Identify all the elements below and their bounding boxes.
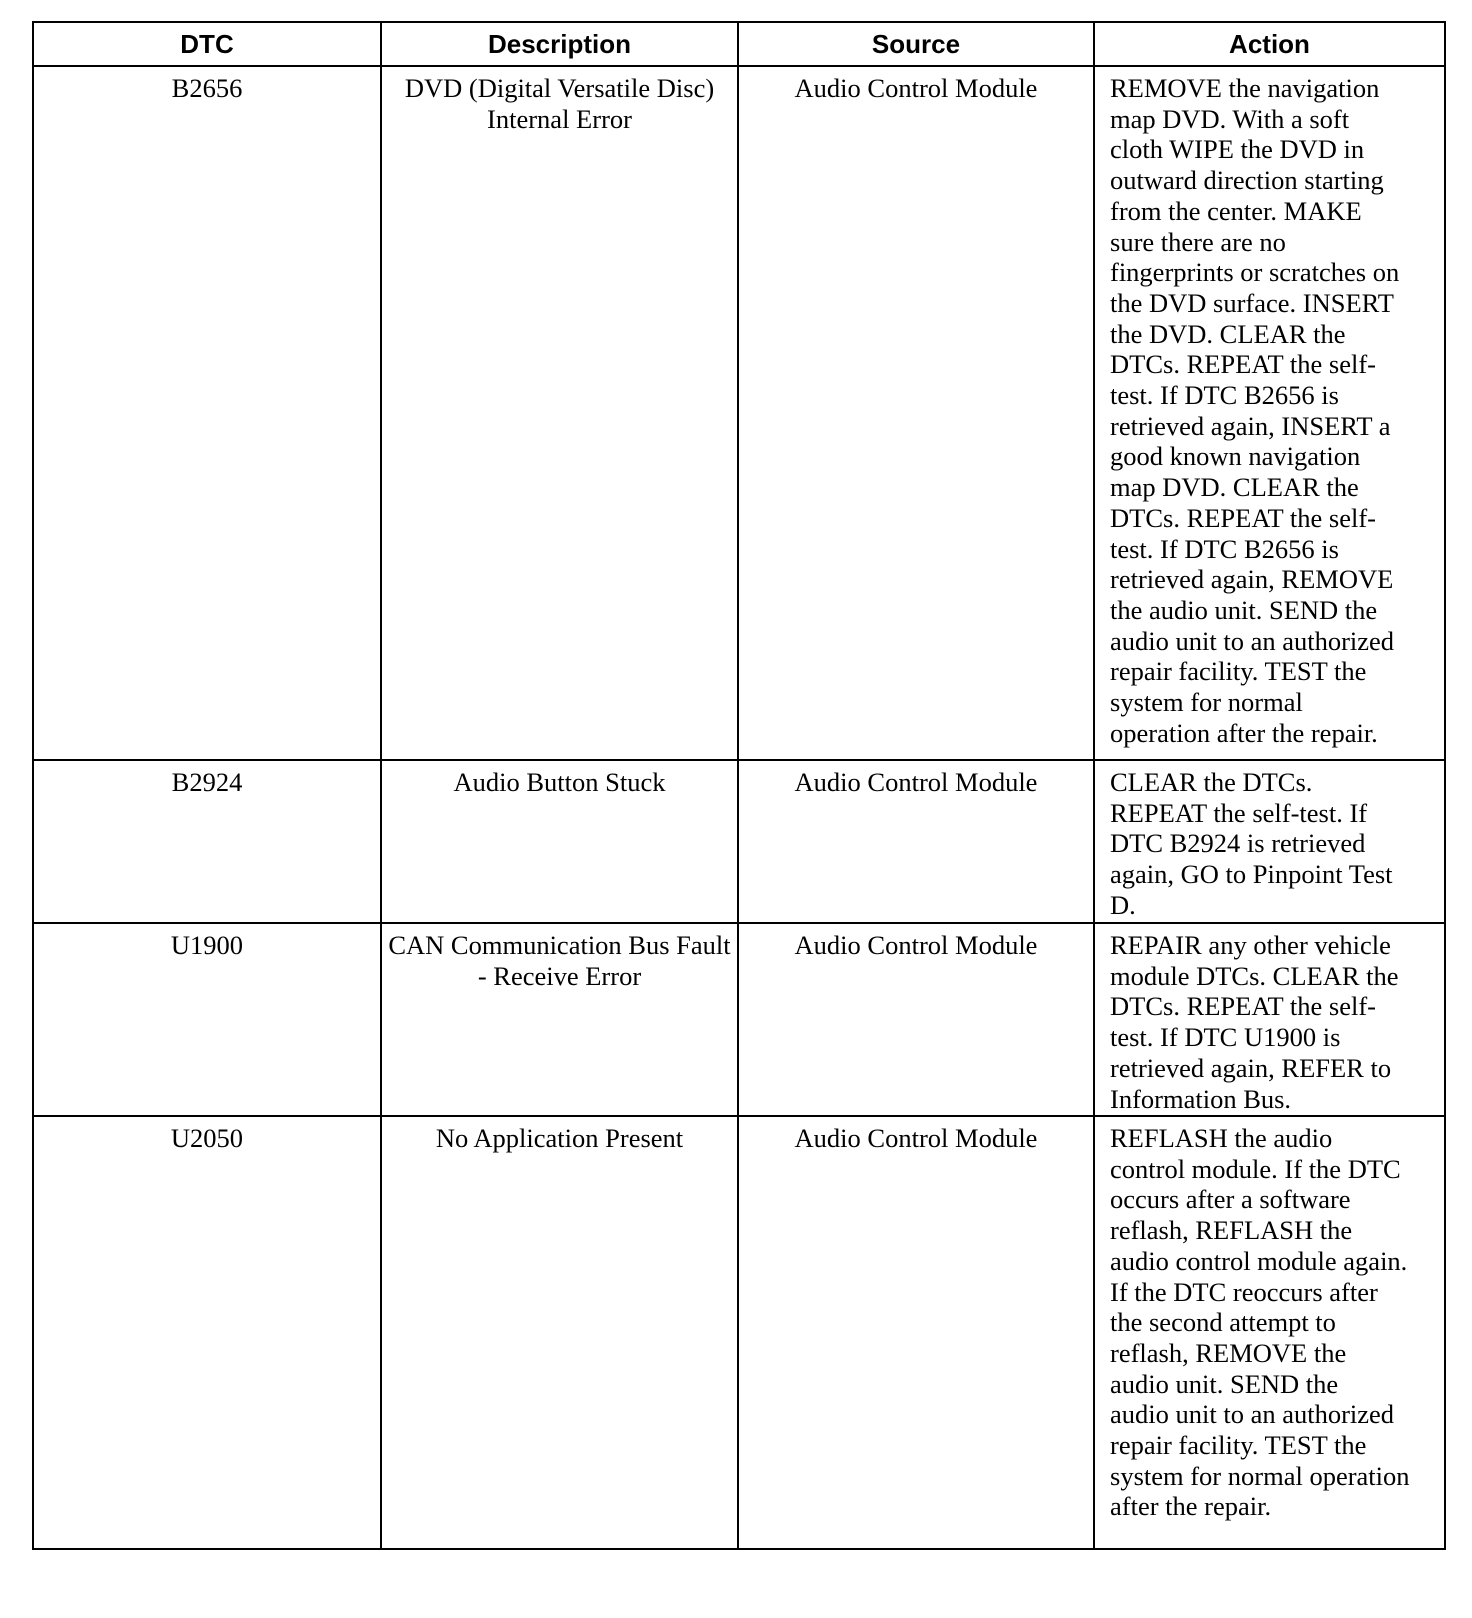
dtc-source: Audio Control Module bbox=[738, 1116, 1094, 1549]
dtc-source: Audio Control Module bbox=[738, 760, 1094, 923]
header-description: Description bbox=[381, 22, 738, 66]
table-row bbox=[33, 66, 1445, 760]
dtc-code: B2924 bbox=[33, 760, 381, 923]
table-row bbox=[33, 1116, 1445, 1549]
dtc-source: Audio Control Module bbox=[738, 66, 1094, 760]
table-row bbox=[33, 760, 1445, 923]
header-source: Source bbox=[738, 22, 1094, 66]
dtc-description: Audio Button Stuck bbox=[381, 760, 738, 923]
header-action: Action bbox=[1094, 22, 1445, 66]
dtc-code: B2656 bbox=[33, 66, 381, 760]
dtc-action: REMOVE the navigation map DVD. With a soft cloth WIPE the DVD in outward direction starting from the center. MAKE sure there are no fingerprints or scratches on the DVD surface. INSERT the DVD. CLEAR the DTCs. REPEAT the self- test. If DTC B2656 is retrieved again, INSERT a good known navigation map DVD. CLEAR the DTCs. REPEAT the self- test. If DTC B2656 is retrieved again, REMOVE the audio unit. SEND the audio unit to an authorized repair facility. TEST the system for normal operation after the repair. bbox=[1094, 66, 1445, 760]
dtc-description: DVD (Digital Versatile Disc) Internal Error bbox=[381, 66, 738, 760]
dtc-code: U2050 bbox=[33, 1116, 381, 1549]
dtc-code: U1900 bbox=[33, 923, 381, 1116]
header-dtc: DTC bbox=[33, 22, 381, 66]
dtc-description: No Application Present bbox=[381, 1116, 738, 1549]
dtc-action: CLEAR the DTCs. REPEAT the self-test. If DTC B2924 is retrieved again, GO to Pinpoint Test D. bbox=[1094, 760, 1445, 923]
dtc-action: REPAIR any other vehicle module DTCs. CLEAR the DTCs. REPEAT the self- test. If DTC U1900 is retrieved again, REFER to Information Bus. bbox=[1094, 923, 1445, 1116]
dtc-source: Audio Control Module bbox=[738, 923, 1094, 1116]
table-header-row bbox=[33, 22, 1445, 66]
table-row bbox=[33, 923, 1445, 1116]
dtc-description: CAN Communication Bus Fault - Receive Error bbox=[381, 923, 738, 1116]
dtc-action: REFLASH the audio control module. If the DTC occurs after a software reflash, REFLASH the audio control module again. If the DTC reoccurs after the second attempt to reflash, REMOVE the audio unit. SEND the audio unit to an authorized repair facility. TEST the system for normal operation after the repair. bbox=[1094, 1116, 1445, 1549]
dtc-table bbox=[32, 21, 1446, 1550]
